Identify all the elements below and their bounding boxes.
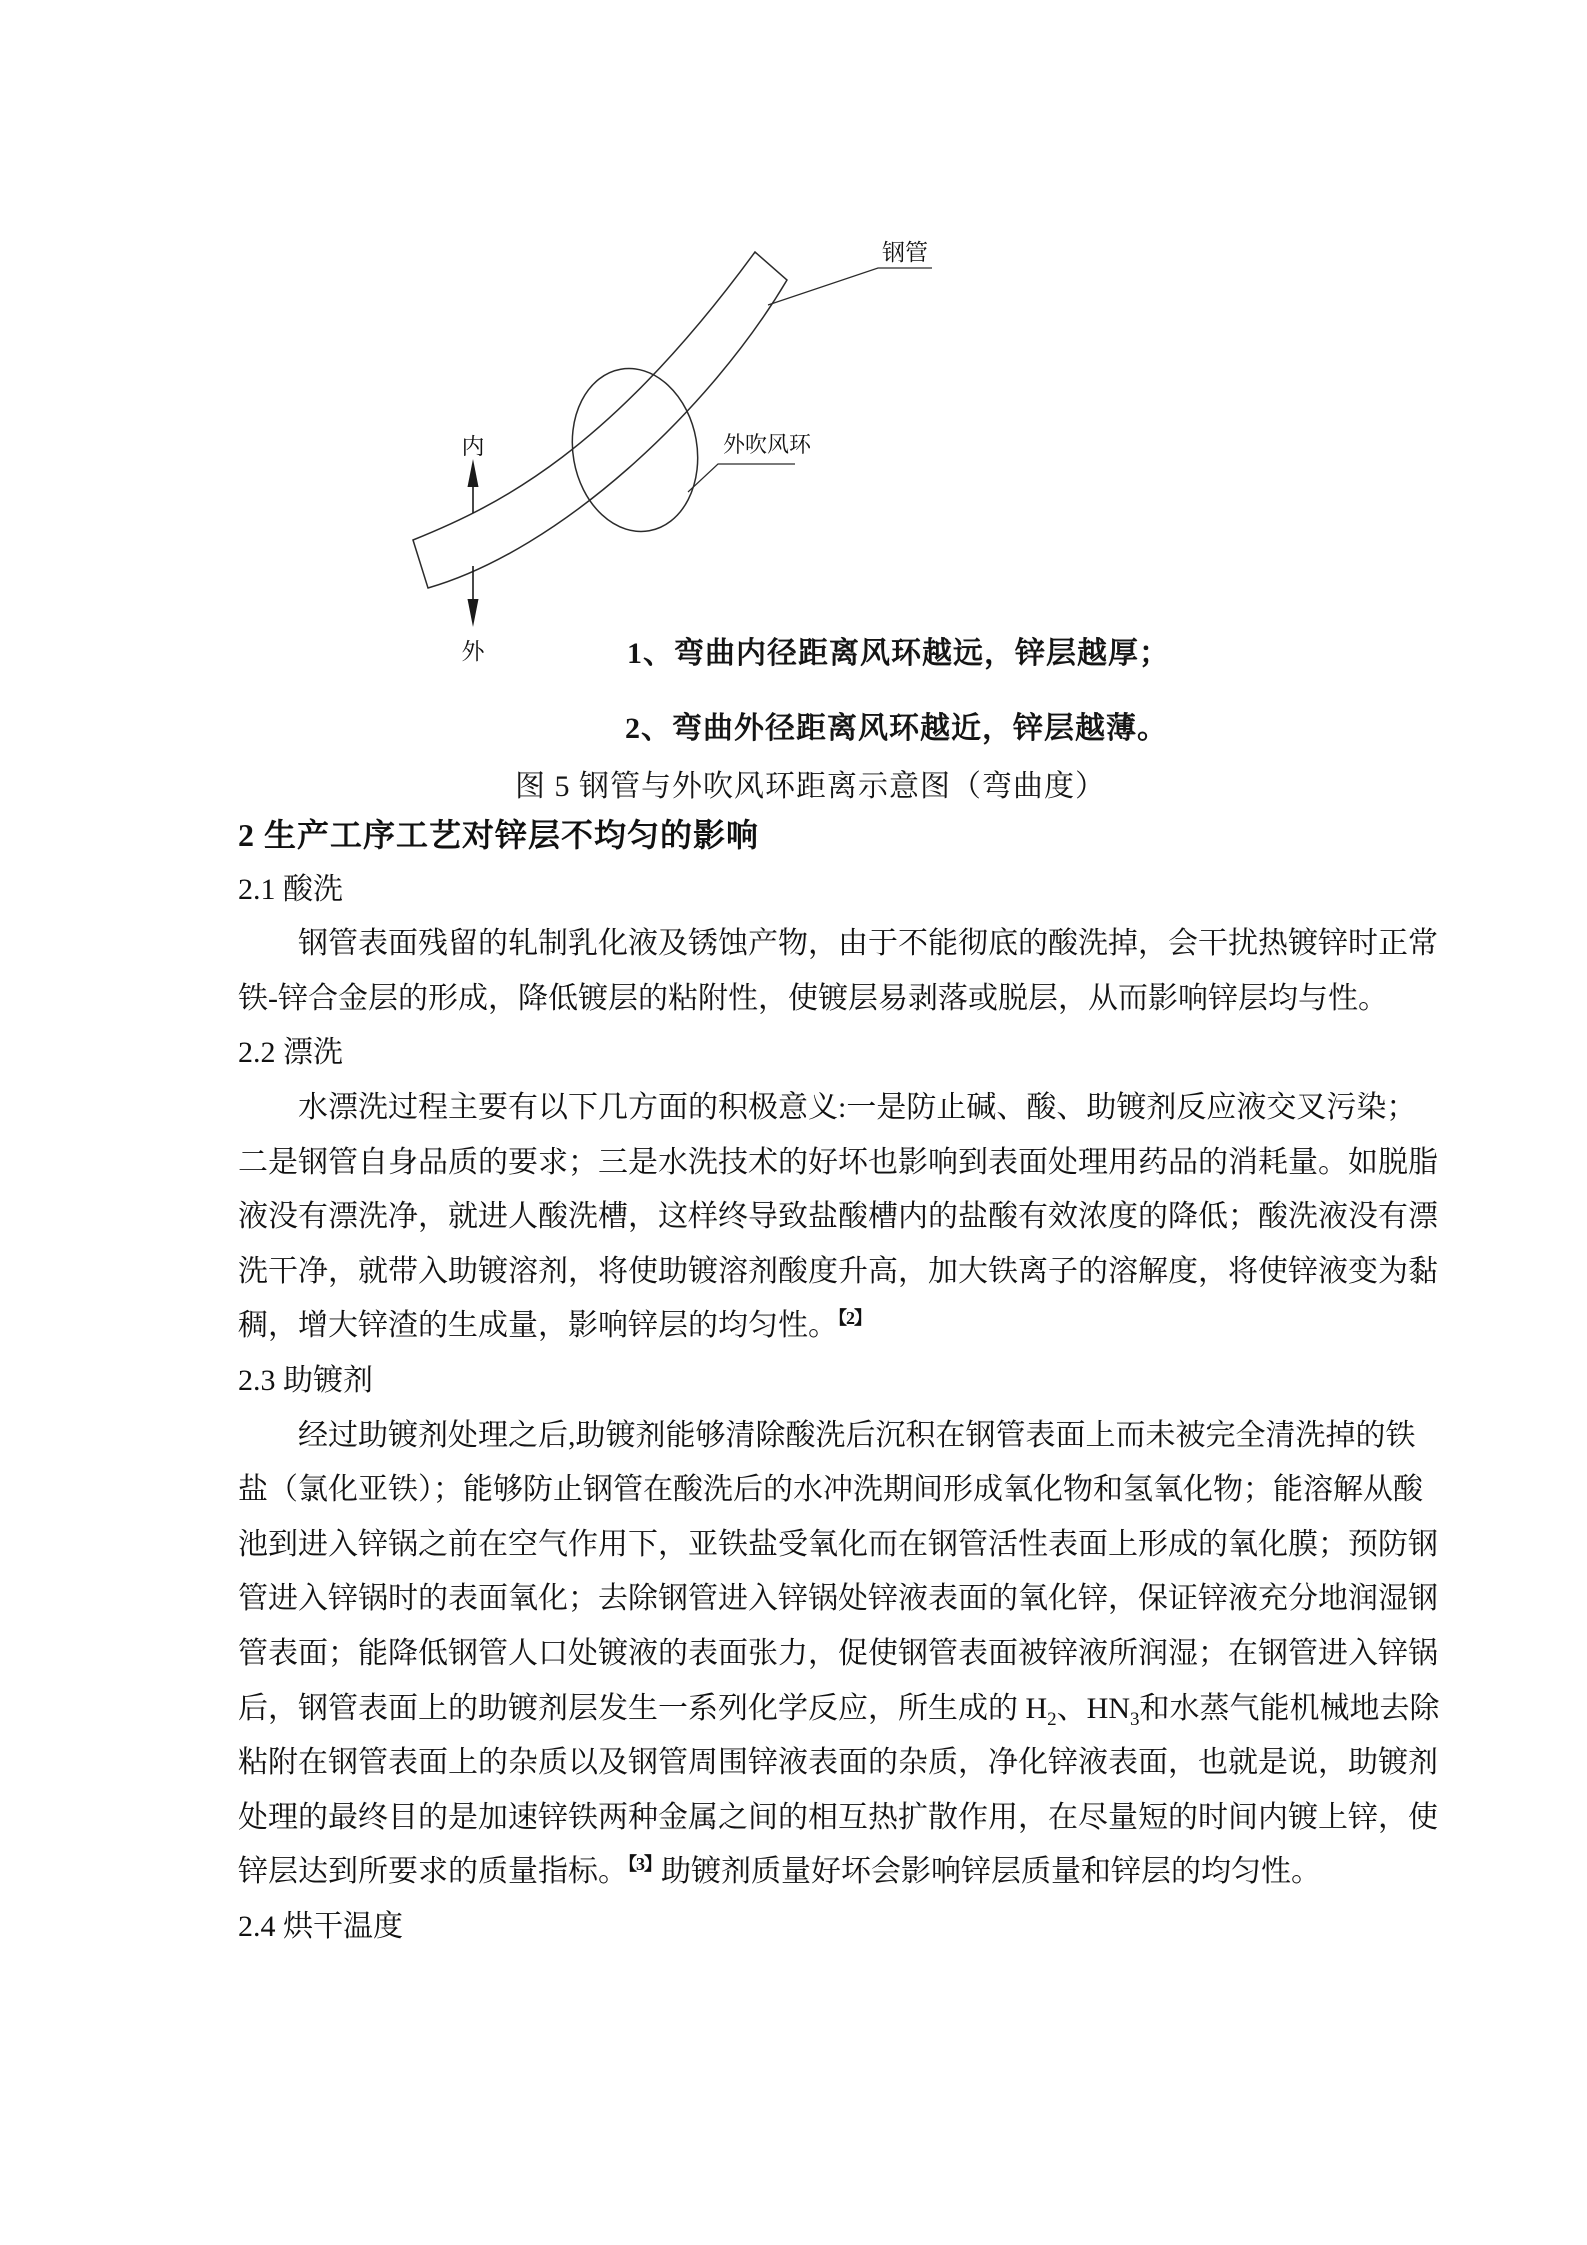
subsection-2-1 xyxy=(238,863,1438,918)
outer-label: 外 xyxy=(461,639,485,664)
inner-label: 内 xyxy=(461,434,485,459)
subsection-2-3 xyxy=(238,1354,1438,1409)
figure-diagram xyxy=(280,160,960,690)
chemical-subscript: 3 xyxy=(1130,1708,1140,1730)
text-run: 洗干净，就带入助镀溶剂，将使助镀溶剂酸度升高，加大铁离子的溶解度，将使锌液变为黏 xyxy=(238,1254,1438,1288)
body-line xyxy=(238,1299,1438,1354)
body-line xyxy=(238,1682,1438,1737)
body-text xyxy=(238,808,1438,1954)
ring-label: 外吹风环 xyxy=(723,432,812,457)
text-run: 锌层达到所要求的质量指标。 xyxy=(238,1855,628,1889)
body-line xyxy=(238,1463,1438,1518)
section-heading xyxy=(238,808,1438,863)
text-run: 铁-锌合金层的形成，降低镀层的粘附性，使镀层易剥落或脱层，从而影响锌层均与性。 xyxy=(238,981,1388,1015)
body-line xyxy=(238,1081,1438,1136)
ring-leader-line xyxy=(688,464,795,492)
text-run: 稠，增大锌渣的生成量，影响锌层的均匀性。 xyxy=(238,1309,838,1343)
pipe-label: 钢管 xyxy=(882,240,928,265)
text-run: 管进入锌锅时的表面氧化；去除钢管进入锌锅处锌液表面的氧化锌，保证锌液充分地润湿钢 xyxy=(238,1582,1438,1616)
text-run: 经过助镀剂处理之后,助镀剂能够清除酸洗后沉积在钢管表面上而未被完全清洗掉的铁 xyxy=(298,1418,1416,1452)
text-run: 水漂洗过程主要有以下几方面的积极意义:一是防止碱、酸、助镀剂反应液交叉污染； xyxy=(298,1090,1417,1124)
body-line xyxy=(238,1736,1438,1791)
text-run: 2 生产工序工艺对锌层不均匀的影响 xyxy=(238,817,760,853)
text-run: 盐（氯化亚铁）；能够防止钢管在酸洗后的水冲洗期间形成氧化物和氢氧化物；能溶解从酸 xyxy=(238,1473,1423,1507)
pipe-leader-line xyxy=(768,268,932,305)
body-line xyxy=(238,917,1438,972)
inner-arrow xyxy=(468,459,479,513)
body-line xyxy=(238,1572,1438,1627)
outer-arrow xyxy=(468,566,479,627)
subsection-2-4 xyxy=(238,1900,1438,1955)
body-line xyxy=(238,972,1438,1027)
body-line xyxy=(238,1409,1438,1464)
pipe-outline xyxy=(413,252,787,588)
citation-superscript: 【2】 xyxy=(838,1308,871,1329)
citation-superscript: 【3】 xyxy=(628,1854,661,1875)
text-run: 2.4 烘干温度 xyxy=(238,1909,403,1943)
text-run: 2.2 漂洗 xyxy=(238,1036,343,1070)
figure-note-2: 2、弯曲外径距离风环越近，锌层越薄。 xyxy=(625,712,1168,745)
figure-caption: 图 5 钢管与外吹风环距离示意图（弯曲度） xyxy=(515,770,1106,803)
text-run: 钢管表面残留的轧制乳化液及锈蚀产物，由于不能彻底的酸洗掉，会干扰热镀锌时正常 xyxy=(298,927,1438,961)
text-run: 2.1 酸洗 xyxy=(238,872,343,906)
text-run: 处理的最终目的是加速锌铁两种金属之间的相互热扩散作用，在尽量短的时间内镀上锌，使 xyxy=(238,1800,1438,1834)
text-run: 和水蒸气能机械地去除 xyxy=(1139,1691,1440,1725)
chemical-subscript: 2 xyxy=(1047,1708,1057,1730)
text-run: 、HN xyxy=(1056,1691,1131,1725)
text-run: 助镀剂质量好坏会影响锌层质量和锌层的均匀性。 xyxy=(661,1855,1321,1889)
body-line xyxy=(238,1791,1438,1846)
text-run: 液没有漂洗净，就进人酸洗槽，这样终导致盐酸槽内的盐酸有效浓度的降低；酸洗液没有漂 xyxy=(238,1200,1438,1234)
text-run: 管表面；能降低钢管人口处镀液的表面张力，促使钢管表面被锌液所润湿；在钢管进入锌锅 xyxy=(238,1636,1438,1670)
subsection-2-2 xyxy=(238,1026,1438,1081)
body-line xyxy=(238,1136,1438,1191)
text-run: 粘附在钢管表面上的杂质以及钢管周围锌液表面的杂质，净化锌液表面，也就是说，助镀剂 xyxy=(238,1746,1438,1780)
body-line xyxy=(238,1190,1438,1245)
text-run: 2.3 助镀剂 xyxy=(238,1363,373,1397)
body-line xyxy=(238,1245,1438,1300)
text-run: 池到进入锌锅之前在空气作用下，亚铁盐受氧化而在钢管活性表面上形成的氧化膜；预防钢 xyxy=(238,1527,1438,1561)
text-run: 后，钢管表面上的助镀剂层发生一系列化学反应，所生成的 H xyxy=(238,1691,1048,1725)
text-run: 二是钢管自身品质的要求；三是水洗技术的好坏也影响到表面处理用药品的消耗量。如脱脂 xyxy=(238,1145,1438,1179)
body-line xyxy=(238,1627,1438,1682)
body-line xyxy=(238,1845,1438,1900)
body-line xyxy=(238,1518,1438,1573)
figure-note-1: 1、弯曲内径距离风环越远，锌层越厚； xyxy=(627,637,1170,670)
